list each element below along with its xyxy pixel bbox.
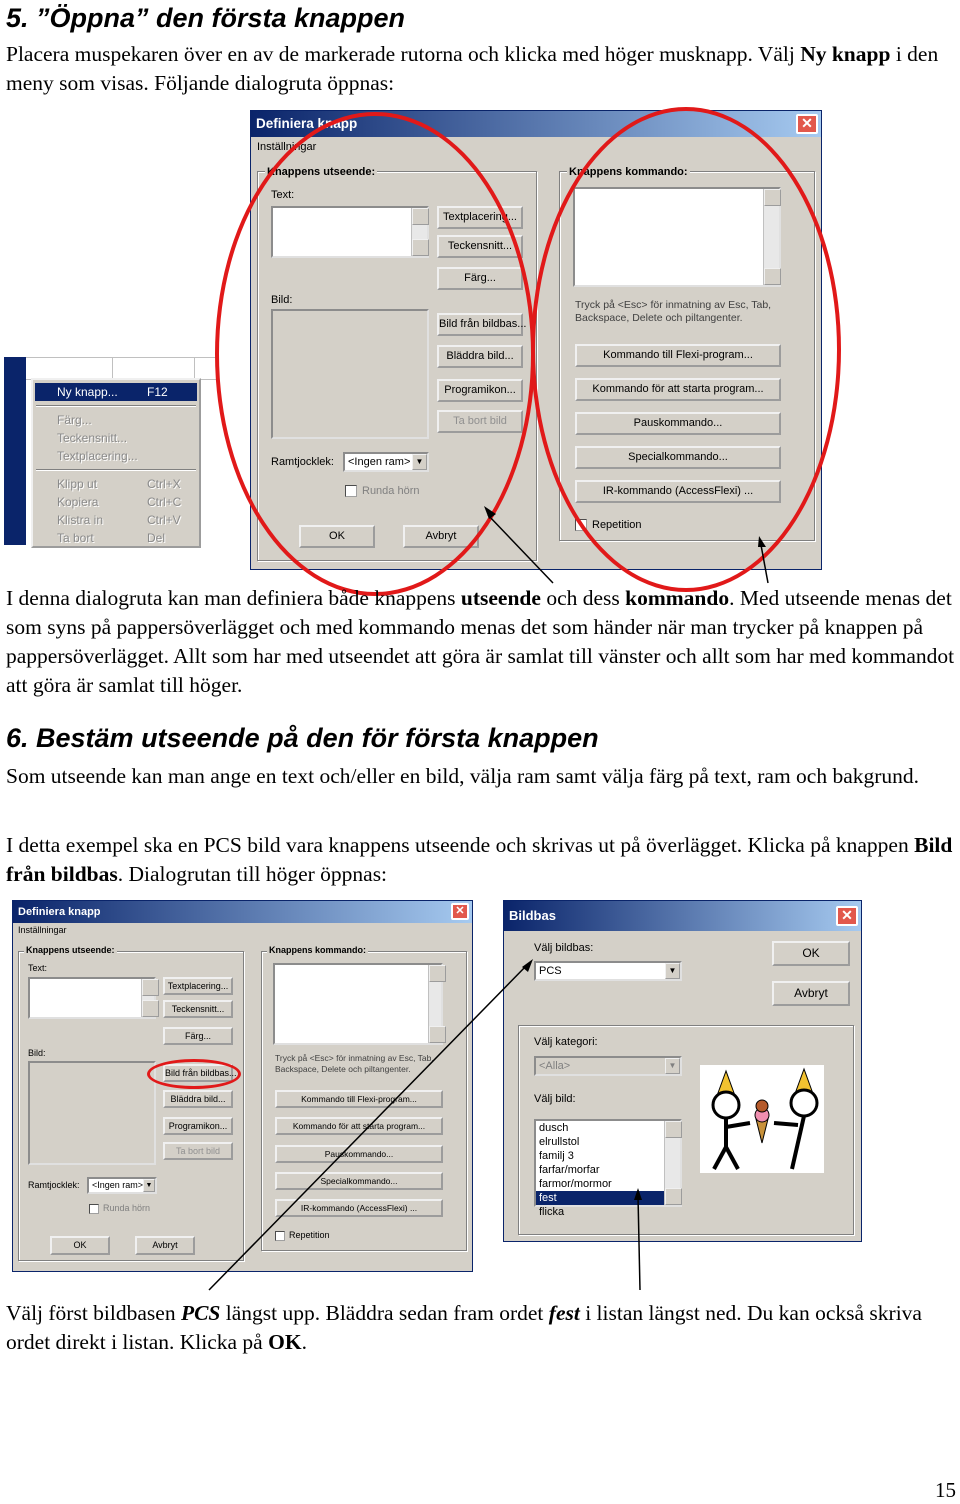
- caption-arrow-line-database: [209, 964, 528, 1290]
- remove-image-button[interactable]: Ta bort bild: [437, 410, 523, 433]
- category-select[interactable]: <Alla> ▼: [534, 1056, 682, 1076]
- section-6-instructions: I detta exempel ska en PCS bild vara knappens utseende och skrivas ut på överlägget. Klicka på knappen Bild från bildbas. Dialogrutan till höger öppnas:: [6, 833, 953, 886]
- frame-select[interactable]: <Ingen ram> ▼: [343, 452, 429, 472]
- start-program-button-small[interactable]: Kommando för att starta program...: [275, 1117, 443, 1135]
- close-icon[interactable]: ✕: [796, 114, 818, 134]
- pointer-arrows: [0, 0, 960, 620]
- section-5-intro: Placera muspekaren över en av de markerade rutorna och klicka med höger musknapp. Välj Ny knapp i den meny som visas. Följande dialogruta öppnas:: [6, 42, 939, 95]
- cancel-button[interactable]: Avbryt: [403, 525, 479, 548]
- frame-select-small[interactable]: <Ingen ram> ▼: [87, 1177, 157, 1194]
- bildbas-cancel-button[interactable]: Avbryt: [772, 981, 850, 1006]
- menu-item-new-button[interactable]: Ny knapp... F12: [35, 383, 197, 401]
- menu-item-copy[interactable]: Kopiera Ctrl+C: [57, 495, 182, 509]
- special-command-button[interactable]: Specialkommando...: [575, 446, 781, 469]
- image-label: Bild:: [271, 294, 293, 306]
- section-6-heading: 6. Bestäm utseende på den för första knappen: [6, 723, 599, 753]
- section-6-intro: Som utseende kan man ange en text och/eller en bild, välja ram samt välja färg på text, ram och bakgrund.: [6, 764, 920, 788]
- round-corners-label: Runda hörn: [362, 485, 420, 497]
- program-icon-button-small[interactable]: Programikon...: [163, 1117, 233, 1135]
- menu-item-font[interactable]: Teckensnitt...: [57, 431, 128, 445]
- text-label-small: Text:: [28, 963, 48, 973]
- settings-tab-small[interactable]: Inställningar: [18, 925, 67, 935]
- bildbas-title: Bildbas ✕: [504, 901, 861, 931]
- color-button-small[interactable]: Färg...: [163, 1027, 233, 1045]
- page-number: 15: [935, 1478, 956, 1502]
- font-button-small[interactable]: Teckensnitt...: [163, 1000, 233, 1018]
- list-item[interactable]: familj 3: [539, 1150, 574, 1162]
- category-label: Välj kategori:: [534, 1036, 598, 1048]
- arrow-head-left: [484, 506, 496, 519]
- program-icon-button[interactable]: Programikon...: [437, 379, 523, 402]
- close-icon[interactable]: ✕: [836, 906, 858, 926]
- arrow-line-left: [488, 515, 553, 583]
- caption-arrow-head-database: [522, 959, 533, 972]
- font-button[interactable]: Teckensnitt...: [437, 235, 523, 258]
- database-select[interactable]: PCS ▼: [534, 961, 682, 981]
- chevron-down-icon: ▼: [665, 963, 680, 979]
- arrow-head-right: [758, 536, 766, 547]
- text-placement-button-small[interactable]: Textplacering...: [163, 977, 233, 995]
- caption-arrow-line-image: [638, 1196, 640, 1290]
- frame-label: Ramtjocklek:: [271, 456, 334, 468]
- chevron-down-icon: ▼: [665, 1058, 680, 1074]
- flexi-command-button[interactable]: Kommando till Flexi-program...: [575, 344, 781, 367]
- repetition-label-small: Repetition: [289, 1230, 330, 1240]
- pause-command-button-small[interactable]: Pauskommando...: [275, 1145, 443, 1163]
- flexi-command-button-small[interactable]: Kommando till Flexi-program...: [275, 1090, 443, 1108]
- list-item[interactable]: elrullstol: [539, 1136, 580, 1148]
- list-item[interactable]: dusch: [539, 1122, 569, 1134]
- list-item[interactable]: farfar/morfar: [539, 1164, 600, 1176]
- dialog-title: Definiera knapp ✕: [251, 111, 821, 137]
- database-label: Välj bildbas:: [534, 942, 594, 954]
- menu-item-delete[interactable]: Ta bort Del: [57, 531, 166, 545]
- color-button[interactable]: Färg...: [437, 267, 523, 290]
- section-5-heading: 5. ”Öppna” den första knappen: [6, 3, 406, 33]
- ok-button-small[interactable]: OK: [50, 1236, 110, 1255]
- menu-item-cut[interactable]: Klipp ut Ctrl+X: [57, 477, 181, 491]
- settings-tab[interactable]: Inställningar: [257, 141, 317, 153]
- chevron-down-icon: ▼: [143, 1179, 155, 1192]
- menu-item-paste[interactable]: Klistra in Ctrl+V: [57, 513, 181, 527]
- menu-item-text-placement[interactable]: Textplacering...: [57, 449, 138, 463]
- list-item[interactable]: farmor/mormor: [539, 1178, 612, 1190]
- text-label: Text:: [271, 189, 295, 201]
- image-label-small: Bild:: [28, 1048, 46, 1058]
- frame-label-small: Ramtjocklek:: [28, 1180, 80, 1190]
- close-icon[interactable]: ✕: [451, 903, 469, 920]
- list-item[interactable]: flicka: [539, 1206, 565, 1218]
- dialog-title-small: Definiera knapp ✕: [13, 901, 472, 923]
- text-placement-button[interactable]: Textplacering...: [437, 206, 523, 229]
- command-hint: Tryck på <Esc> för inmatning av Esc, Tab, Backspace, Delete och piltangenter.: [575, 299, 772, 324]
- start-program-button[interactable]: Kommando för att starta program...: [575, 378, 781, 401]
- caption-arrows: [0, 890, 960, 1300]
- repetition-label: Repetition: [592, 519, 642, 531]
- caption-arrow-head-image: [634, 1188, 642, 1200]
- image-from-database-button-small[interactable]: Bild från bildbas...: [163, 1064, 233, 1082]
- arrow-line-right: [761, 545, 768, 583]
- appearance-group-label: Knappens utseende:: [267, 166, 376, 178]
- ir-command-button-small[interactable]: IR-kommando (AccessFlexi) ...: [275, 1199, 443, 1217]
- special-command-button-small[interactable]: Specialkommando...: [275, 1172, 443, 1190]
- section-6-caption: Välj först bildbasen PCS längst upp. Bläddra sedan fram ordet fest i listan längst ned. Du kan också skriva ordet direkt i listan. Klicka på OK.: [6, 1301, 922, 1354]
- menu-item-color[interactable]: Färg...: [57, 413, 92, 427]
- command-group-label: Knappens kommando:: [569, 166, 688, 178]
- image-from-database-button[interactable]: Bild från bildbas...: [437, 313, 523, 336]
- list-item-selected[interactable]: fest: [536, 1191, 666, 1205]
- browse-image-button[interactable]: Bläddra bild...: [437, 345, 523, 368]
- command-hint-small: Tryck på <Esc> för inmatning av Esc, Tab, Backspace, Delete och piltangenter.: [275, 1053, 434, 1074]
- appearance-group-label-small: Knappens utseende:: [26, 945, 115, 955]
- ir-command-button[interactable]: IR-kommando (AccessFlexi) ...: [575, 480, 781, 503]
- browse-image-button-small[interactable]: Bläddra bild...: [163, 1090, 233, 1108]
- round-corners-label-small: Runda hörn: [103, 1203, 151, 1213]
- image-list-label: Välj bild:: [534, 1093, 576, 1105]
- ok-button[interactable]: OK: [299, 525, 375, 548]
- bildbas-ok-button[interactable]: OK: [772, 941, 850, 966]
- remove-image-button-small[interactable]: Ta bort bild: [163, 1142, 233, 1160]
- cancel-button-small[interactable]: Avbryt: [135, 1236, 195, 1255]
- section-5-explanation: I denna dialogruta kan man definiera både knappens utseende och dess kommando. Med utseende menas det som syns på pappersöverlägget och med kommando menas det som händer när man trycker på knappen på pappersöverlägget. Allt som har med utseendet att göra är samlat till vänster och allt som har med kommandot att göra är samlat till höger.: [6, 586, 955, 697]
- command-group-label-small: Knappens kommando:: [269, 945, 367, 955]
- chevron-down-icon: ▼: [412, 454, 427, 470]
- pause-command-button[interactable]: Pauskommando...: [575, 412, 781, 435]
